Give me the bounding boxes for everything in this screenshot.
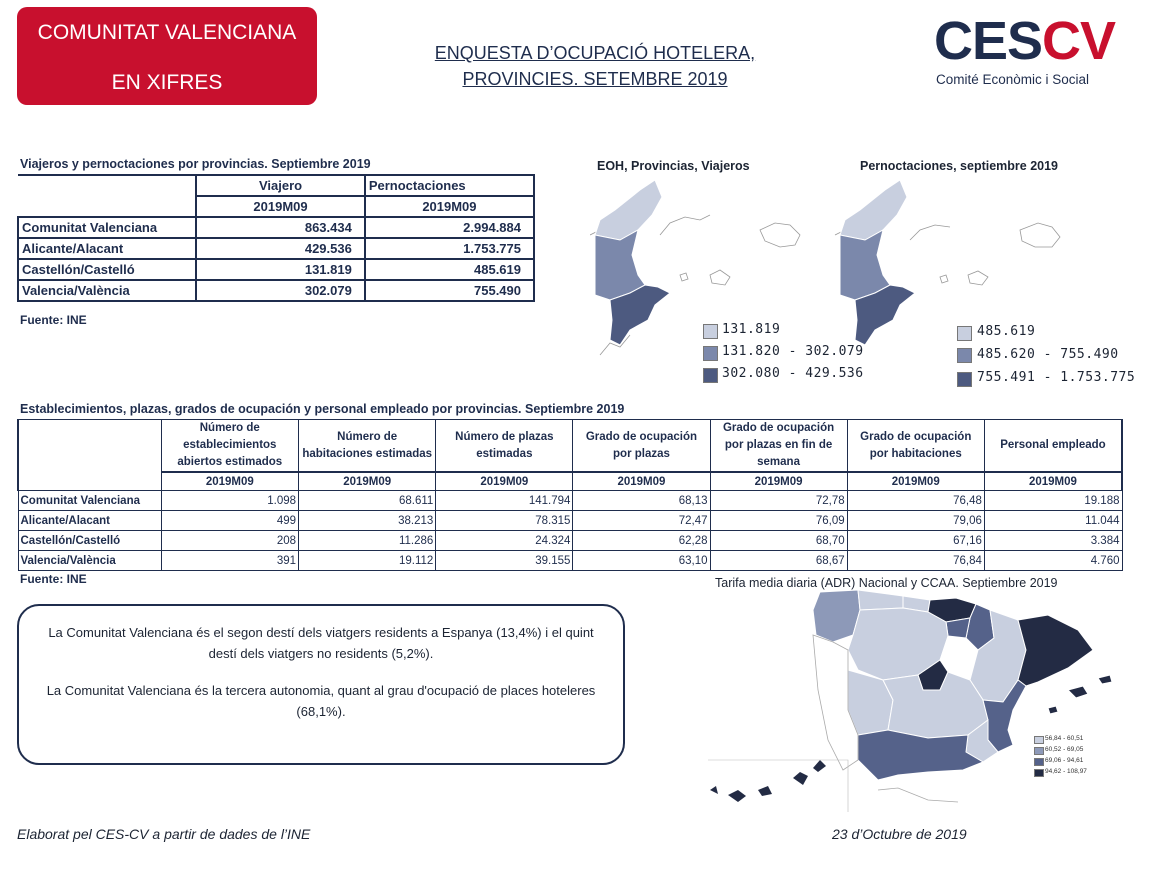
cell-value: 76,84	[847, 551, 984, 571]
cell-value: 63,10	[573, 551, 710, 571]
map1-legend-swatch-1	[703, 346, 718, 361]
cell-value: 72,78	[710, 491, 847, 511]
travellers-table	[17, 174, 535, 302]
table-row	[18, 217, 534, 238]
region-andalucia	[858, 730, 983, 780]
header-blank-cell	[18, 175, 196, 196]
table-header-row	[18, 420, 1122, 473]
logo-ces-text: CES	[934, 11, 1043, 71]
cell-value: 141.794	[436, 491, 573, 511]
col-header-viajero: Viajero	[196, 175, 365, 196]
highlights-box	[17, 604, 625, 765]
region-line1: COMUNITAT VALENCIANA	[37, 21, 297, 44]
region-asturias	[858, 590, 903, 610]
period-blank-cell	[18, 472, 161, 491]
table-row	[18, 280, 534, 301]
table2-title: Establecimientos, plazas, grados de ocupación y personal empleado por provincias. Septiembre 2019	[20, 402, 625, 416]
row-label: Castellón/Castelló	[18, 531, 161, 551]
map1-legend-label-1: 131.820 - 302.079	[722, 344, 864, 359]
period-cell: 2019M09	[299, 472, 436, 491]
cell-value: 39.155	[436, 551, 573, 571]
map2-legend-label-2: 755.491 - 1.753.775	[977, 370, 1136, 385]
table-row	[18, 551, 1122, 571]
cell-value: 72,47	[573, 511, 710, 531]
map3-legend-swatch-0	[1034, 736, 1044, 744]
region-line2: EN XIFRES	[111, 71, 223, 94]
map3-legend-swatch-3	[1034, 769, 1044, 777]
cell-value: 391	[161, 551, 299, 571]
footer-date: 23 d’Octubre de 2019	[832, 826, 967, 842]
cell-value: 76,09	[710, 511, 847, 531]
row-label: Alicante/Alacant	[18, 511, 161, 531]
region-catalonia	[1018, 615, 1093, 686]
table1-source: Fuente: INE	[20, 313, 87, 327]
cell-value: 24.324	[436, 531, 573, 551]
viajero-value: 429.536	[196, 238, 365, 259]
cell-value: 208	[161, 531, 299, 551]
row-label: Castellón/Castelló	[18, 259, 196, 280]
region-banner	[17, 7, 317, 105]
table-period-row	[18, 196, 534, 217]
spain-ccaa-map	[708, 590, 1128, 812]
region-la-rioja	[946, 618, 970, 638]
table-period-row	[18, 472, 1122, 491]
period-cell: 2019M09	[710, 472, 847, 491]
cell-value: 3.384	[984, 531, 1122, 551]
pernoctaciones-value: 755.490	[365, 280, 534, 301]
cell-value: 19.112	[299, 551, 436, 571]
ces-cv-logo	[934, 11, 1116, 71]
col-header-pernoctaciones: Pernoctaciones	[365, 175, 534, 196]
map3-legend-swatch-1	[1034, 747, 1044, 755]
period-cell: 2019M09	[365, 196, 534, 217]
cell-value: 19.188	[984, 491, 1122, 511]
map1-title: EOH, Provincias, Viajeros	[597, 159, 750, 173]
period-cell: 2019M09	[196, 196, 365, 217]
period-cell: 2019M09	[161, 472, 299, 491]
viajero-value: 302.079	[196, 280, 365, 301]
cell-value: 62,28	[573, 531, 710, 551]
table-row	[18, 511, 1122, 531]
map3-legend-label-3: 94,62 - 108,97	[1045, 768, 1087, 775]
region-canarias	[728, 790, 746, 802]
map2-castellon	[840, 180, 907, 240]
logo-subtitle: Comité Econòmic i Social	[936, 72, 1090, 87]
region-baleares	[1068, 686, 1088, 698]
map2-legend-swatch-2	[957, 372, 972, 387]
table2-source: Fuente: INE	[20, 572, 87, 586]
pernoctaciones-value: 485.619	[365, 259, 534, 280]
cell-value: 68,67	[710, 551, 847, 571]
col-header: Grado de ocupación por plazas	[573, 420, 710, 473]
map1-legend-swatch-0	[703, 324, 718, 339]
cell-value: 499	[161, 511, 299, 531]
cell-value: 68,13	[573, 491, 710, 511]
map3-legend-label-1: 60,52 - 69,05	[1045, 746, 1084, 753]
viajero-value: 863.434	[196, 217, 365, 238]
logo-cv-text: CV	[1042, 11, 1116, 71]
map2-legend-label-0: 485.619	[977, 324, 1036, 339]
map2-title: Pernoctaciones, septiembre 2019	[860, 159, 1059, 173]
row-label: Valencia/València	[18, 551, 161, 571]
map1-legend-swatch-2	[703, 368, 718, 383]
period-blank-cell	[18, 196, 196, 217]
period-cell: 2019M09	[847, 472, 984, 491]
row-label: Comunitat Valenciana	[18, 491, 161, 511]
cell-value: 38.213	[299, 511, 436, 531]
period-cell: 2019M09	[436, 472, 573, 491]
cell-value: 11.286	[299, 531, 436, 551]
table-row	[18, 491, 1122, 511]
map3-legend-label-0: 56,84 - 60,51	[1045, 735, 1084, 742]
map3-legend-swatch-2	[1034, 758, 1044, 766]
table-row	[18, 531, 1122, 551]
footer-source: Elaborat pel CES-CV a partir de dades de l’INE	[17, 826, 311, 842]
map3-title: Tarifa media diaria (ADR) Nacional y CCAA. Septiembre 2019	[715, 576, 1058, 590]
highlight-paragraph-1: La Comunitat Valenciana és el segon destí dels viatgers residents a Espanya (13,4%) i el quint destí dels viatgers no residents (5,2%).	[48, 625, 594, 661]
map2-legend-swatch-1	[957, 348, 972, 363]
cell-value: 68,70	[710, 531, 847, 551]
period-cell: 2019M09	[573, 472, 710, 491]
cell-value: 78.315	[436, 511, 573, 531]
map1-legend-label-2: 302.080 - 429.536	[722, 366, 864, 381]
report-title-line2: PROVINCIES. SETEMBRE 2019	[462, 69, 728, 89]
row-label: Comunitat Valenciana	[18, 217, 196, 238]
cell-value: 11.044	[984, 511, 1122, 531]
map2-legend-swatch-0	[957, 326, 972, 341]
pernoctaciones-value: 2.994.884	[365, 217, 534, 238]
map3-legend-label-2: 69,06 - 94,61	[1045, 757, 1084, 764]
cell-value: 4.760	[984, 551, 1122, 571]
table1-title: Viajeros y pernoctaciones por provincias. Septiembre 2019	[20, 157, 371, 171]
map1-legend-label-0: 131.819	[722, 322, 781, 337]
col-header: Grado de ocupación por plazas en fin de semana	[710, 420, 847, 473]
table-header-row	[18, 175, 534, 196]
header-blank-cell	[18, 420, 161, 473]
report-title-line1: ENQUESTA D’OCUPACIÓ HOTELERA,	[434, 43, 756, 63]
col-header: Número de habitaciones estimadas	[299, 420, 436, 473]
map2-legend-label-1: 485.620 - 755.490	[977, 347, 1119, 362]
col-header: Grado de ocupación por habitaciones	[847, 420, 984, 473]
table-row	[18, 238, 534, 259]
row-label: Alicante/Alacant	[18, 238, 196, 259]
pernoctaciones-value: 1.753.775	[365, 238, 534, 259]
establishments-table	[17, 419, 1123, 571]
cell-value: 76,48	[847, 491, 984, 511]
row-label: Valencia/València	[18, 280, 196, 301]
cell-value: 67,16	[847, 531, 984, 551]
period-cell: 2019M09	[984, 472, 1122, 491]
col-header: Número de establecimientos abiertos estimados	[161, 420, 299, 473]
col-header: Número de plazas estimadas	[436, 420, 573, 473]
table-row	[18, 259, 534, 280]
cell-value: 79,06	[847, 511, 984, 531]
cell-value: 1.098	[161, 491, 299, 511]
col-header: Personal empleado	[984, 420, 1122, 473]
map1-castellon	[595, 180, 662, 240]
cell-value: 68.611	[299, 491, 436, 511]
highlight-paragraph-2: La Comunitat Valenciana és la tercera autonomia, quant al grau d'ocupació de places hoteleres (68,1%).	[46, 683, 596, 719]
viajero-value: 131.819	[196, 259, 365, 280]
